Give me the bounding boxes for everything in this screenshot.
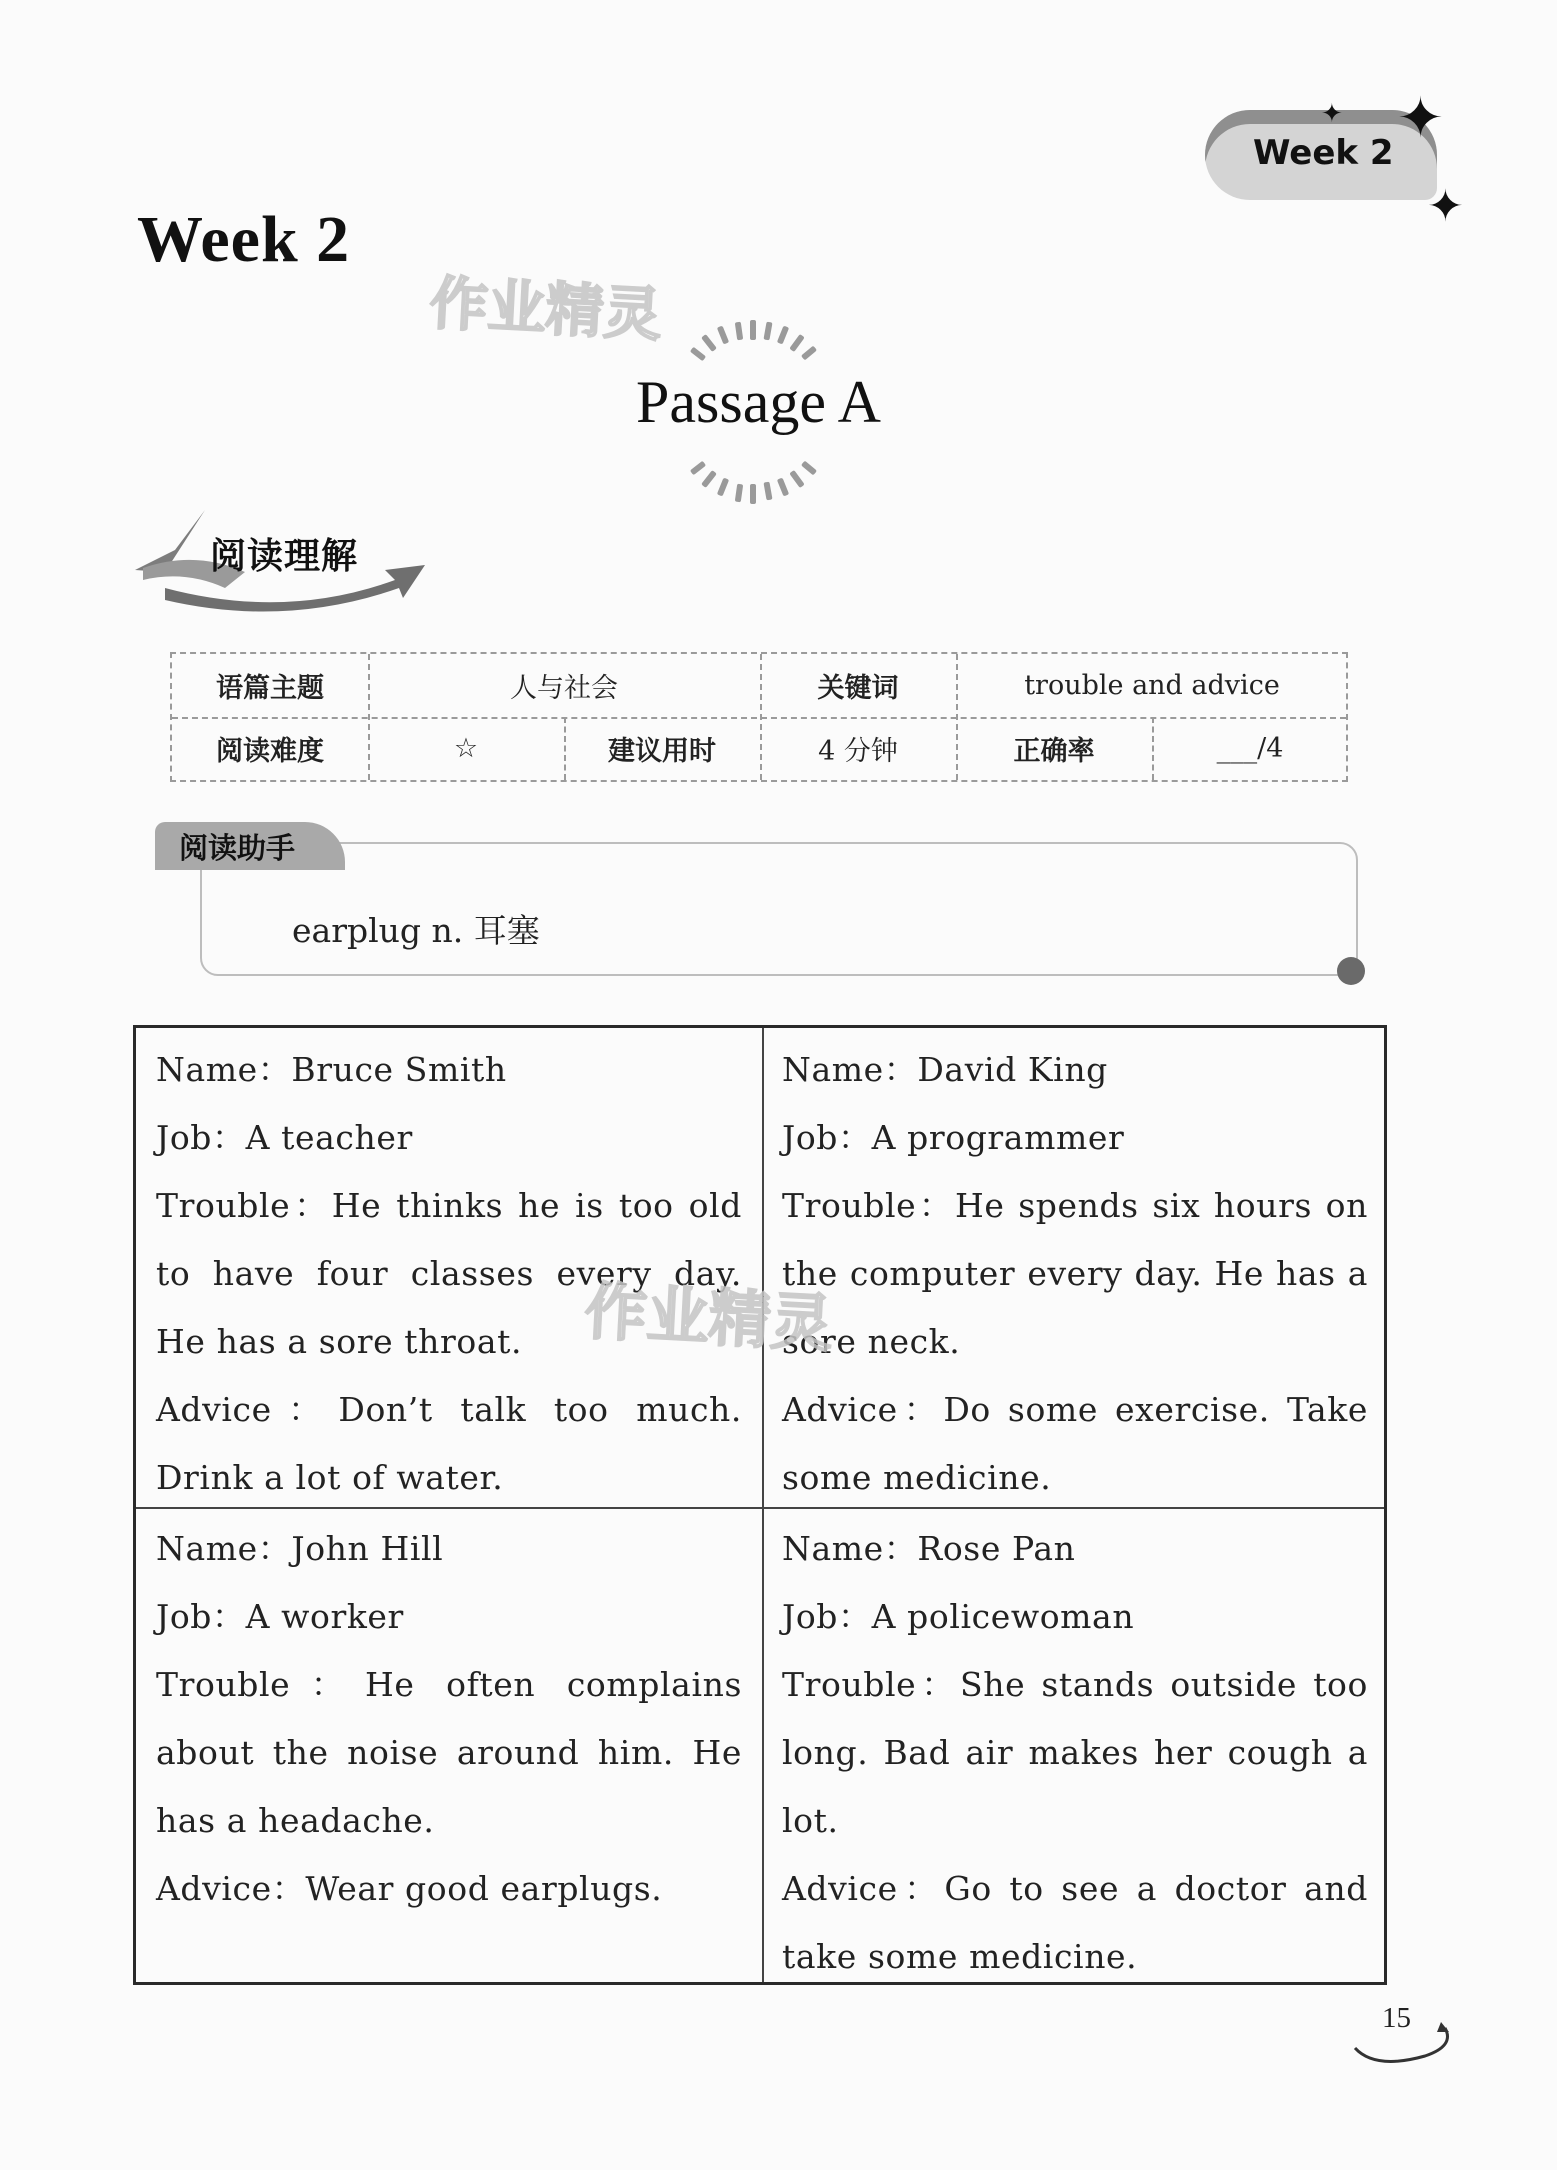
keyword-label: 关键词 <box>817 673 899 704</box>
page-title: Week 2 <box>137 203 351 276</box>
person-name: Name：David King <box>782 1050 1108 1089</box>
person-trouble: Trouble：She stands outside too long. Bad air makes her cough a lot. <box>782 1665 1368 1840</box>
section-heading <box>135 510 435 620</box>
person-job: Job：A programmer <box>782 1118 1125 1157</box>
person-trouble: Trouble：He spends six hours on the computer every day. He has a sore neck. <box>782 1186 1368 1361</box>
difficulty-star-icon: ☆ <box>453 733 479 764</box>
badge-label: Week 2 <box>1253 133 1394 173</box>
person-card <box>782 1036 1368 1512</box>
person-advice: Advice：Go to see a doctor and take some medicine. <box>782 1869 1368 1976</box>
passage-title: Passage A <box>636 369 881 435</box>
watermark: 作业精灵 <box>428 268 664 350</box>
time-value: 4 分钟 <box>818 736 898 767</box>
table-col-divider <box>762 1028 764 1982</box>
small-star-icon: ✦ <box>1321 99 1343 129</box>
large-star-icon: ✦ <box>1397 86 1444 151</box>
person-card <box>156 1515 742 1923</box>
info-table <box>170 652 1348 782</box>
dot-decoration <box>1337 957 1365 985</box>
person-card <box>782 1515 1368 1991</box>
accuracy-label: 正确率 <box>1013 736 1095 767</box>
keyword-value: trouble and advice <box>1024 670 1280 701</box>
passage-heading <box>600 318 920 508</box>
people-table <box>133 1025 1387 1985</box>
person-trouble: Trouble：He often complains about the noise around him. He has a headache. <box>156 1665 742 1840</box>
person-job: Job：A worker <box>156 1597 404 1636</box>
person-advice: Advice：Don’t talk too much. Drink a lot of water. <box>156 1390 742 1497</box>
person-job: Job：A teacher <box>156 1118 413 1157</box>
week-badge <box>1205 85 1465 232</box>
reading-helper-tab: 阅读助手 <box>155 822 345 870</box>
person-name: Name：Rose Pan <box>782 1529 1076 1568</box>
section-label: 阅读理解 <box>210 536 359 577</box>
person-advice: Advice：Do some exercise. Take some medicine. <box>782 1390 1368 1497</box>
person-advice: Advice：Wear good earplugs. <box>156 1869 663 1908</box>
time-label: 建议用时 <box>608 736 716 767</box>
watermark: 作业精灵 <box>582 1274 835 1361</box>
vocab-note: earplug n. 耳塞 <box>292 911 540 950</box>
topic-value: 人与社会 <box>510 673 618 704</box>
accuracy-value: ___/4 <box>1216 733 1284 764</box>
person-job: Job：A policewoman <box>782 1597 1135 1636</box>
person-name: Name：Bruce Smith <box>156 1050 507 1089</box>
difficulty-label: 阅读难度 <box>216 736 324 767</box>
person-name: Name：John Hill <box>156 1529 444 1568</box>
person-trouble: Trouble：He thinks he is too old to have four classes every day. He has a sore throat. <box>156 1186 742 1361</box>
page-number: 15 <box>1382 2002 1411 2034</box>
star-icon: ✦ <box>1427 181 1464 232</box>
topic-label: 语篇主题 <box>216 673 324 704</box>
